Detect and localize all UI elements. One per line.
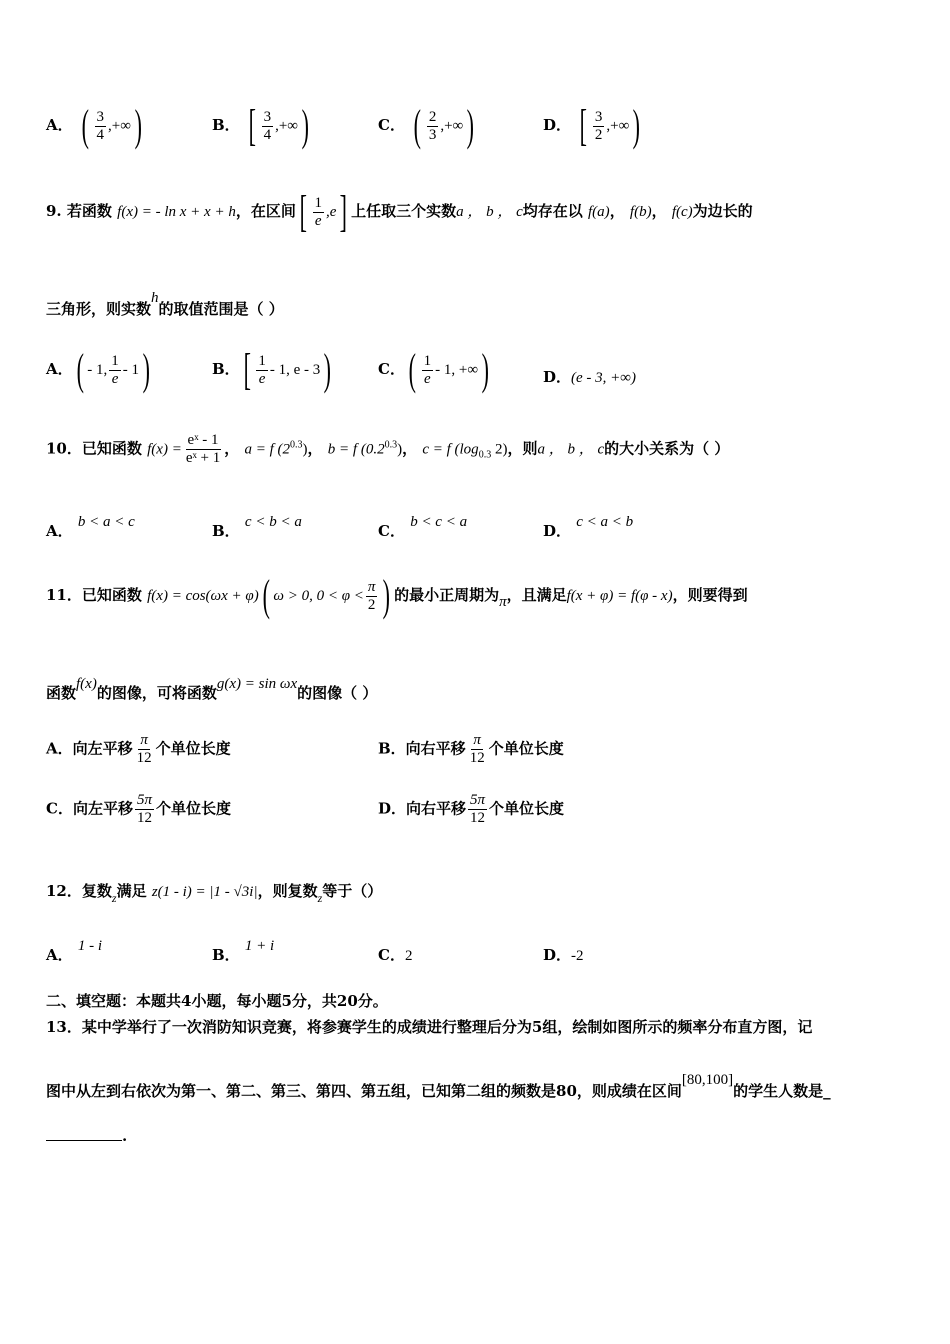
q13-line2: 图中从左到右依次为第一、第二、第三、第四、第五组，已知第二组的频数是80，则成绩在区间[80,100]的学生人数是_ [46,1072,831,1100]
q12-option-c: C．2 [378,946,413,964]
q10-option-a: A． b < a < c [46,514,135,540]
q9-stem-line1: 9. 若函数 f(x) = - ln x + x + h，在区间[ $\frac{1}{e}$ ,e] 上任取三个实数a ， b ， c均存在以 f(a)， f(b)， f(c)为边长的 [46,187,753,236]
option-label: C． [378,116,405,134]
q9-function: f(x) = - ln x + x + h [117,204,236,220]
option-label: B． [212,116,240,134]
q9-stem-line2: 三角形，则实数h的取值范围是（ ） [46,290,284,318]
q12-option-a: A． 1 - i [46,938,103,964]
q9-option-d: D．(e - 3, +∞) [543,368,636,386]
q12-stem: 12．复数$_z$满足 z(1 - i) = |1 - √3i|，则复数$_z$等于（） [46,882,383,905]
q9-option-c: C．( $\frac{1}{e}$ - 1, +∞) [378,345,490,394]
q10-option-c: C． b < c < a [378,514,468,540]
q11-option-c: C．向左平移 $\frac{5\pi}{12}$ 个单位长度 [46,792,231,826]
q11-option-a: A．向左平移 $\frac{\pi}{12}$ 个单位长度 [46,732,231,766]
q11-option-d: D．向右平移 $\frac{5\pi}{12}$ 个单位长度 [378,792,565,826]
q9-option-a: A．( - 1, $\frac{1}{e}$ - 1) [46,345,151,394]
q8-option-b: B． [ $\frac{3}{4}$ ,+∞) [212,101,309,150]
q11-stem-line2: 函数f(x)的图像，可将函数g(x) = sin ωx的图像（ ） [46,676,378,702]
section-heading: 二、填空题：本题共4小题，每小题5分，共20分。 [46,992,388,1010]
q10-stem: 10．已知函数 f(x) = $\frac{\text{eˣ - 1}}{\text{eˣ + 1}}$ ， a = f $(2^{0.3})$， b = f $(0.2^{0.3})$， c = f ($\log_{0.3}$ 2)，则a ， b ， c的大小关系为（ ） [46,432,730,466]
option-label: D． [543,116,572,134]
q11-option-b: B．向右平移 $\frac{\pi}{12}$ 个单位长度 [378,732,564,766]
q8-option-c: C． ( $\frac{2}{3}$ ,+∞) [378,101,475,150]
option-label: A． [46,116,73,134]
q12-option-b: B． 1 + i [212,938,275,964]
q12-option-d: D．-2 [543,946,584,964]
q10-option-b: B． c < b < a [212,514,302,540]
q11-stem-line1: 11．已知函数 f(x) = cos(ωx + φ)( ω > 0, 0 < φ < $\frac{\pi}{2}$ ) 的最小正周期为π，且满足f(x + φ) = f(φ - x)，则要得到 [46,571,748,620]
q10-option-d: D． c < a < b [543,514,634,540]
q9-option-b: B．[ $\frac{1}{e}$ - 1, e - 3) [212,345,332,394]
answer-blank[interactable] [46,1126,122,1141]
q13-line3: . [46,1126,910,1145]
q8-option-a: A． ( $\frac{3}{4}$ ,+∞) [46,101,142,150]
q13-line1: 13．某中学举行了一次消防知识竞赛，将参赛学生的成绩进行整理后分为5组，绘制如图所示的频率分布直方图，记 [46,1018,813,1036]
q8-option-d: D． [ $\frac{3}{2}$ ,+∞) [543,101,641,150]
